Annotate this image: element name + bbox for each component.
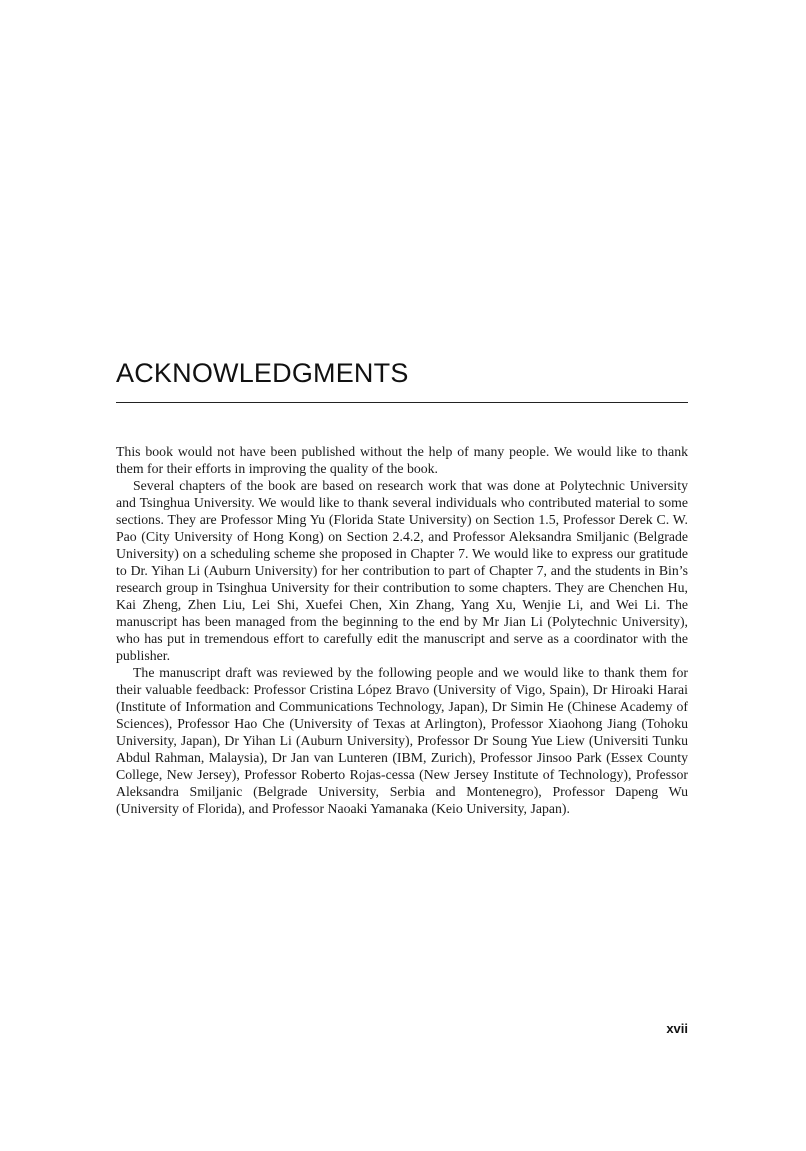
chapter-heading: ACKNOWLEDGMENTS xyxy=(116,358,409,388)
acknowledgments-body xyxy=(116,443,688,817)
heading-rule xyxy=(116,402,688,403)
paragraph-contributors: Several chapters of the book are based on research work that was done at Polytechnic University and Tsinghua University. We would like to thank several individuals who contributed material to some sections. They are Professor Ming Yu (Florida State University) on Section 1.5, Professor Derek C. W. Pao (City University of Hong Kong) on Section 2.4.2, and Professor Aleksandra Smiljanic (Belgrade University) on a scheduling scheme she proposed in Chapter 7. We would like to express our gratitude to Dr. Yihan Li (Auburn University) for her contribution to part of Chapter 7, and the students in Bin’s research group in Tsinghua University for their contribution to some chapters. They are Chenchen Hu, Kai Zheng, Zhen Liu, Lei Shi, Xuefei Chen, Xin Zhang, Yang Xu, Wenjie Li, and Wei Li. The manuscript has been managed from the beginning to the end by Mr Jian Li (Polytechnic University), who has put in tremendous effort to carefully edit the manuscript and serve as a coordinator with the publisher. xyxy=(116,478,688,663)
paragraph-intro: This book would not have been published without the help of many people. We would like to thank them for their efforts in improving the quality of the book. xyxy=(116,444,688,476)
page-number: xvii xyxy=(666,1021,688,1036)
paragraph-reviewers: The manuscript draft was reviewed by the following people and we would like to thank them for their valuable feedback: Professor Cristina López Bravo (University of Vigo, Spain), Dr Hiroaki Harai (Institute of Information and Communications Technology, Japan), Dr Simin He (Chinese Academy of Sciences), Professor Hao Che (University of Texas at Arlington), Professor Xiaohong Jiang (Tohoku University, Japan), Dr Yihan Li (Auburn University), Professor Dr Soung Yue Liew (Universiti Tunku Abdul Rahman, Malaysia), Dr Jan van Lunteren (IBM, Zurich), Professor Jinsoo Park (Essex County College, New Jersey), Professor Roberto Rojas-cessa (New Jersey Institute of Technology), Professor Aleksandra Smiljanic (Belgrade University, Serbia and Montenegro), Professor Dapeng Wu (University of Florida), and Professor Naoaki Yamanaka (Keio University, Japan). xyxy=(116,665,688,816)
